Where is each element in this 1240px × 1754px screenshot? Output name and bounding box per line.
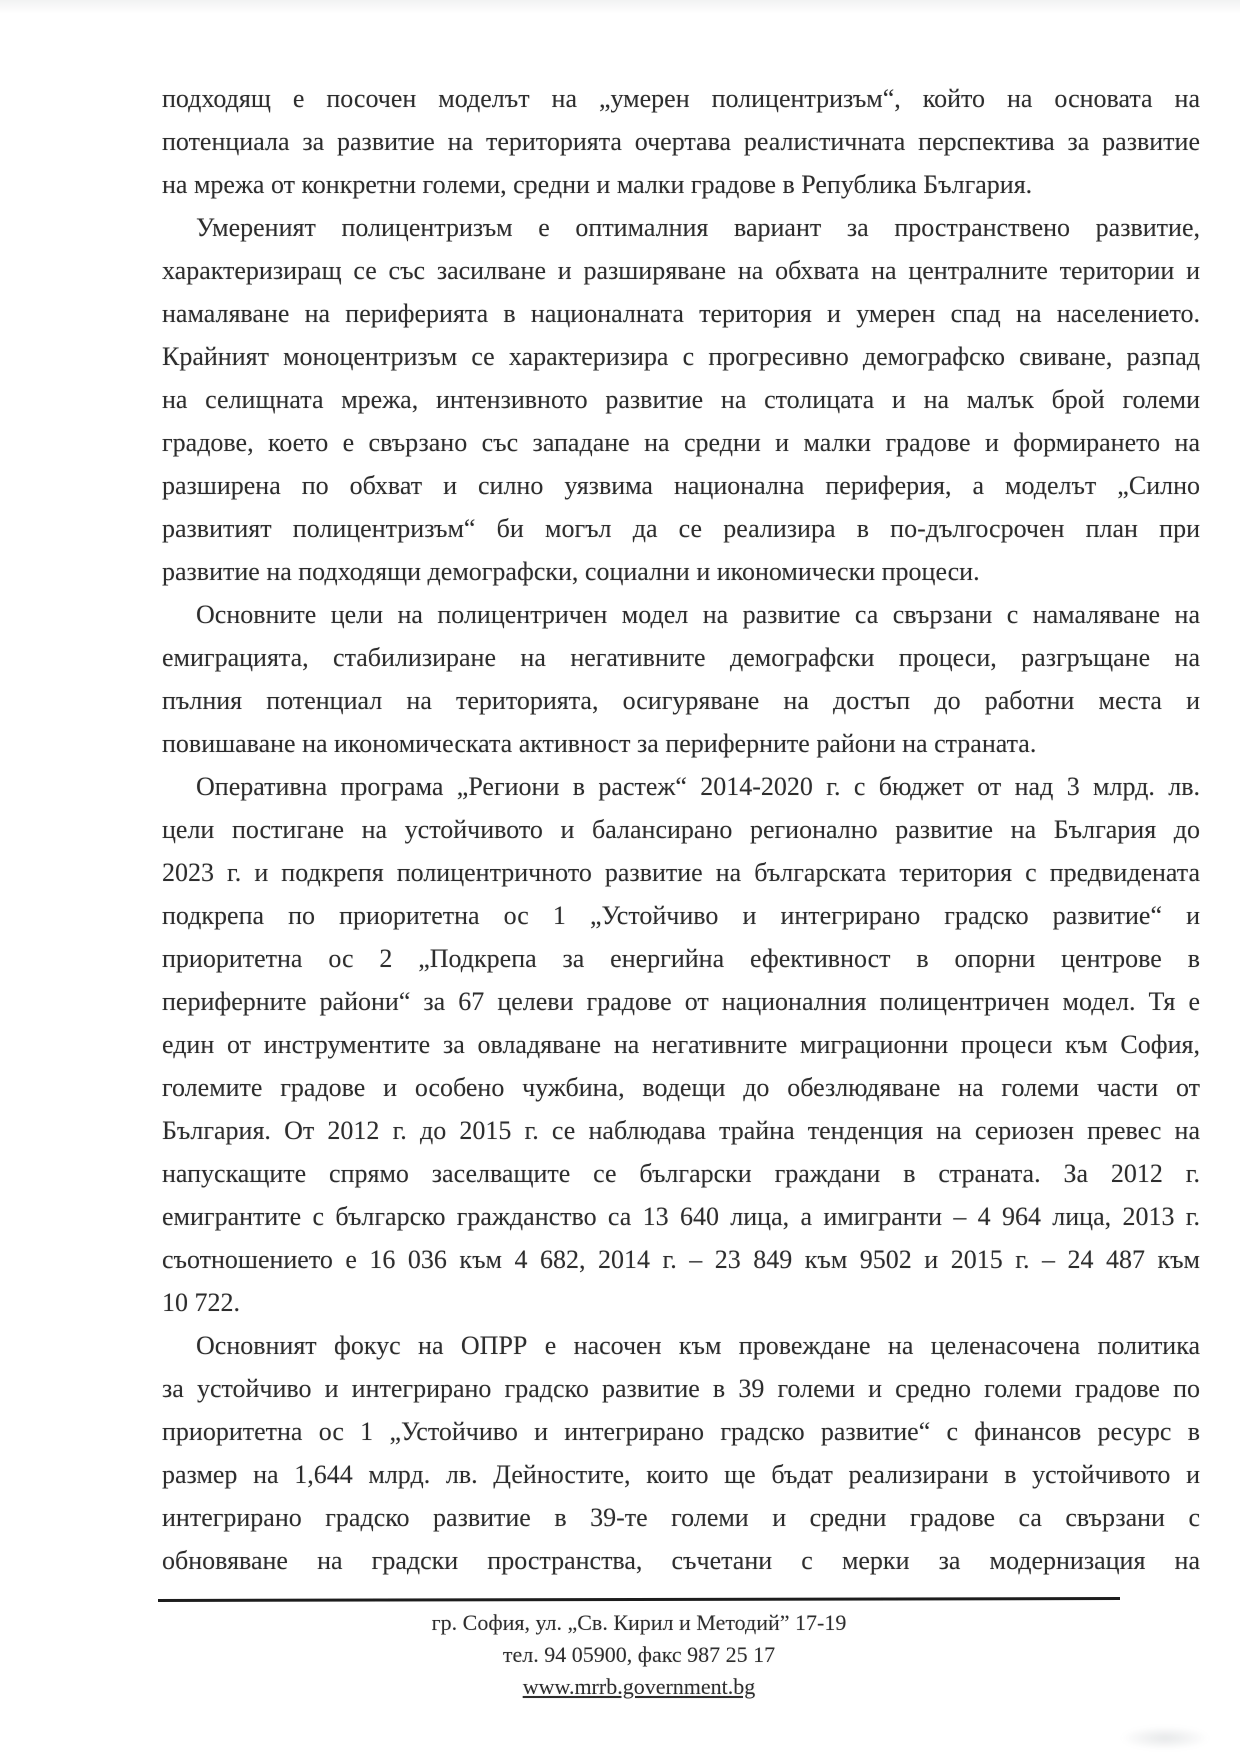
- text-line: цели постигане на устойчивото и балансирано регионално развитие на България до: [162, 815, 1200, 844]
- text-line: разширена по обхват и силно уязвима национална периферия, а моделът „Силно: [162, 471, 1200, 500]
- text-line: приоритетна ос 1 „Устойчиво и интегрирано градско развитие“ с финансов ресурс в: [162, 1417, 1200, 1446]
- text-line: на мрежа от конкретни големи, средни и малки градове в Република България.: [162, 170, 1033, 199]
- text-line: Крайният моноцентризъм се характеризира с прогресивно демографско свиване, разпад: [162, 342, 1200, 371]
- text-line: подкрепа по приоритетна ос 1 „Устойчиво и интегрирано градско развитие“ и: [162, 901, 1200, 930]
- text-line: на селищната мрежа, интензивното развитие на столицата и на малък брой големи: [162, 385, 1200, 414]
- text-line: потенциала за развитие на територията очертава реалистичната перспектива за развитие: [162, 127, 1200, 156]
- text-line: големите градове и особено чужбина, водещи до обезлюдяване на големи части от: [162, 1073, 1200, 1102]
- text-line: развитият полицентризъм“ би могъл да се реализира в по-дългосрочен план при: [162, 514, 1200, 543]
- text-line: повишаване на икономическата активност за периферните райони на страната.: [162, 729, 1037, 758]
- text-line: 2023 г. и подкрепя полицентричното развитие на българската територия с предвидената: [162, 858, 1200, 887]
- text-line: емиграцията, стабилизиране на негативните демографски процеси, разгръщане на: [162, 643, 1200, 672]
- text-line: един от инструментите за овладяване на негативните миграционни процеси към София,: [162, 1030, 1200, 1059]
- paragraph: [162, 593, 1200, 765]
- text-line: обновяване на градски пространства, съчетани с мерки за модернизация на: [162, 1546, 1200, 1575]
- document-footer: [158, 1607, 1120, 1703]
- text-line: характеризиращ се със засилване и разширяване на обхвата на централните територии и: [162, 256, 1200, 285]
- text-line: размер на 1,644 млрд. лв. Дейностите, които ще бъдат реализирани в устойчивото и: [162, 1460, 1200, 1489]
- scan-edge-artifact: [0, 0, 1240, 14]
- text-line: за устойчиво и интегрирано градско развитие в 39 големи и средно големи градове по: [162, 1374, 1200, 1403]
- text-line: напускащите спрямо заселващите се български граждани в страната. За 2012 г.: [162, 1159, 1200, 1188]
- footer-divider-line: [158, 1597, 1120, 1602]
- text-line: подходящ е посочен моделът на „умерен полицентризъм“, който на основата на: [162, 84, 1200, 113]
- text-line: България. От 2012 г. до 2015 г. се наблюдава трайна тенденция на сериозен превес на: [162, 1116, 1200, 1145]
- text-line: интегрирано градско развитие в 39-те големи и средни градове са свързани с: [162, 1503, 1200, 1532]
- document-body-text: [162, 77, 1200, 1582]
- text-line: емигрантите с българско гражданство са 13 640 лица, а имигранти – 4 964 лица, 2013 г.: [162, 1202, 1200, 1231]
- text-line: пълния потенциал на територията, осигуряване на достъп до работни места и: [162, 686, 1200, 715]
- scan-smudge-artifact: [1120, 1726, 1210, 1750]
- paragraph: [162, 765, 1200, 1324]
- text-line: Умереният полицентризъм е оптималния вариант за пространствено развитие,: [196, 213, 1200, 242]
- paragraph: [162, 77, 1200, 206]
- text-line: Оперативна програма „Региони в растеж“ 2014-2020 г. с бюджет от над 3 млрд. лв.: [196, 772, 1200, 801]
- footer-website-link: www.mrrb.government.bg: [522, 1674, 756, 1699]
- text-line: приоритетна ос 2 „Подкрепа за енергийна ефективност в опорни центрове в: [162, 944, 1200, 973]
- text-line: намаляване на периферията в националната територия и умерен спад на населението.: [162, 299, 1200, 328]
- footer-address: гр. София, ул. „Св. Кирил и Методий” 17-19: [431, 1610, 847, 1635]
- text-line: развитие на подходящи демографски, социални и икономически процеси.: [162, 557, 980, 586]
- text-line: Основните цели на полицентричен модел на развитие са свързани с намаляване на: [196, 600, 1200, 629]
- text-line: периферните райони“ за 67 целеви градове от националния полицентричен модел. Тя е: [162, 987, 1200, 1016]
- text-line: 10 722.: [162, 1288, 240, 1317]
- text-line: съотношението е 16 036 към 4 682, 2014 г. – 23 849 към 9502 и 2015 г. – 24 487 към: [162, 1245, 1200, 1274]
- paragraph: [162, 206, 1200, 593]
- paragraph: [162, 1324, 1200, 1582]
- text-line: Основният фокус на ОПРР е насочен към провеждане на целенасочена политика: [196, 1331, 1200, 1360]
- text-line: градове, което е свързано със западане на средни и малки градове и формирането на: [162, 428, 1200, 457]
- footer-phone-fax: тел. 94 05900, факс 987 25 17: [502, 1642, 776, 1667]
